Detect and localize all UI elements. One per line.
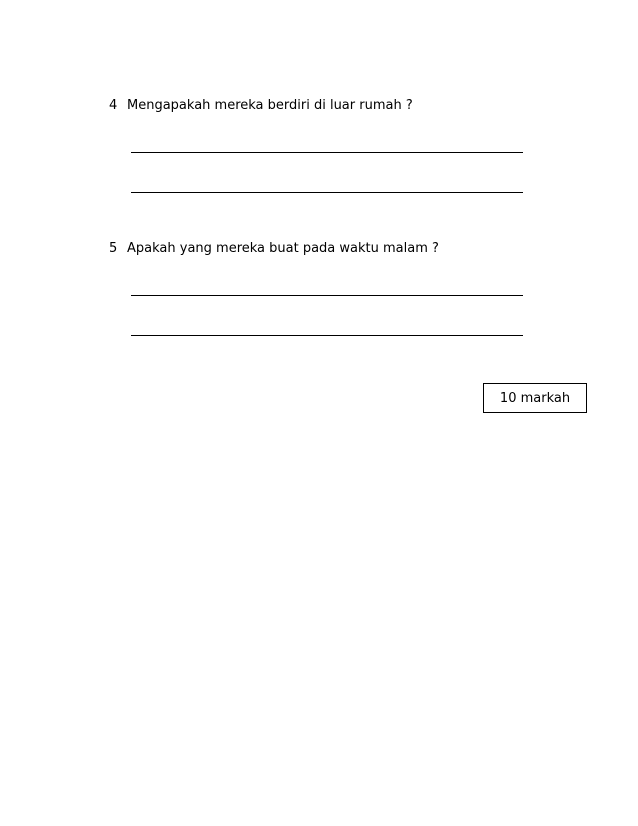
answer-line-4b[interactable] — [131, 192, 523, 193]
question-4 — [109, 98, 413, 114]
question-5 — [109, 241, 439, 257]
question-text: Apakah yang mereka buat pada waktu malam ? — [127, 241, 439, 256]
answer-line-5a[interactable] — [131, 295, 523, 296]
question-number: 5 — [109, 241, 118, 256]
marks-box — [483, 383, 587, 413]
question-number: 4 — [109, 98, 118, 113]
marks-label: 10 markah — [499, 390, 571, 406]
answer-line-5b[interactable] — [131, 335, 523, 336]
answer-line-4a[interactable] — [131, 152, 523, 153]
question-text: Mengapakah mereka berdiri di luar rumah ? — [127, 98, 413, 113]
